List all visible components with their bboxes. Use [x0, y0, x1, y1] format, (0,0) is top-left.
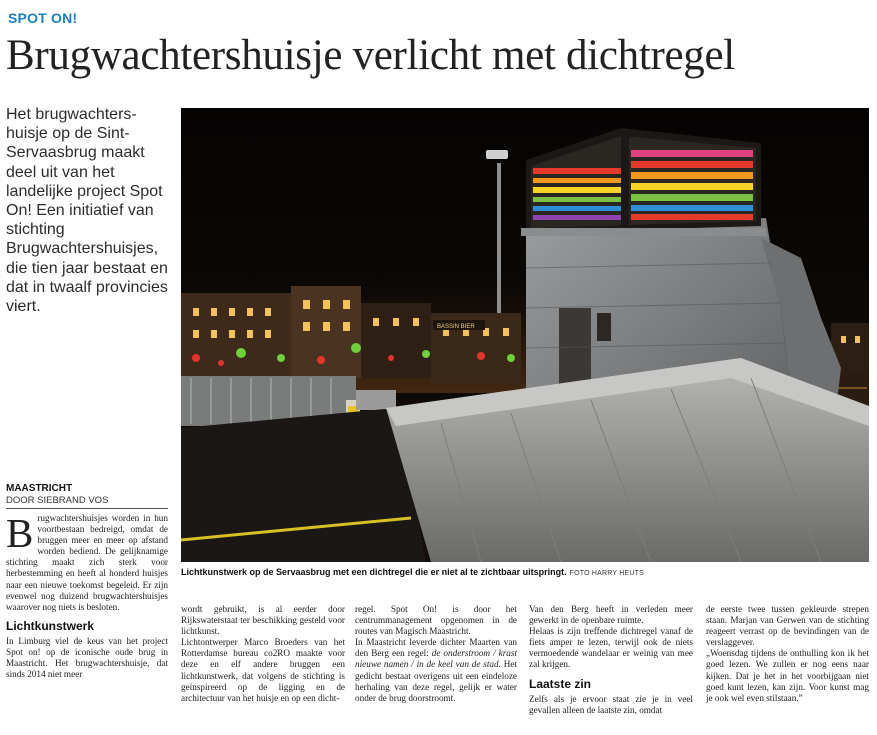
- body-column-3: [355, 604, 517, 704]
- body-paragraph: Zelfs als je ervoor staat zie je in veel gevallen alleen de laatste zin, omdat: [529, 693, 693, 715]
- body-paragraph: „Woensdag tijdens de onthulling kon ik het goed lezen. We zullen er nog eens naar kijken. Dat je het in het voorbijgaan niet goed kunt lezen, kan zijn. Voor kunst mag je ook wel even stilstaan.”: [706, 648, 869, 703]
- subheading-lichtkunstwerk: Lichtkunstwerk: [6, 618, 95, 633]
- headline: Brugwachtershuisje verlicht met dichtregel: [6, 32, 735, 79]
- body-column-5: [706, 604, 869, 704]
- body-paragraph: regel. Spot On! is door het centrummanagement opgenomen in de routes van Magisch Maastricht.: [355, 604, 517, 637]
- subheading-laatste-zin: Laatste zin: [529, 676, 592, 691]
- body-paragraph: Lichtontwerper Marco Broeders van het Rotterdamse bureau co2RO maakte voor deze en elf andere bruggen een lichtkunstwerk, dat volgens de stichting is geïnspireerd op de ligging en de architectuur van het huisje en op een dicht-: [181, 637, 345, 703]
- photo-credit: FOTO HARRY HEUTS: [569, 570, 644, 577]
- drop-cap: B: [6, 510, 34, 556]
- dateline: MAASTRICHT: [6, 483, 73, 494]
- poem-line: de onderstroom / krast nieuwe namen / in de keel van de stad.: [355, 648, 518, 670]
- article-photo: [181, 108, 869, 562]
- body-paragraph: rugwachtershuisjes worden in hun voortbestaan bedreigd, omdat de bruggen meer en meer op afstand worden bediend. De gelijknamige stichting maakt zich sterk voor herbestemming en heeft al honderd huisjes naar een nieuwe toekomst begeleid. Er zijn evenwel nog duizend brugwachtershuisjes waarover nog niets is besloten.: [6, 513, 168, 612]
- body-column-2: [181, 604, 345, 704]
- kicker-label: SPOT ON!: [8, 10, 78, 26]
- body-paragraph: In Limburg viel de keus van het project Spot on! op de iconische oude brug in Maastricht. Het brugwachtershuisje, dat sinds 2014 niet meer: [6, 635, 168, 680]
- bassin-bier-sign: BASSIN BIER: [437, 324, 475, 330]
- photo-caption: [181, 566, 871, 580]
- body-column-1: [6, 510, 168, 680]
- intro-paragraph: Het brugwachters-huisje op de Sint-Servaasbrug maakt deel uit van het landelijke project Spot On! Een initiatief van stichting Brugwachtershuisjes, die tien jaar bestaat en dat in twaalf provincies viert.: [6, 106, 168, 316]
- body-paragraph: wordt gebruikt, is al eerder door Rijkswaterstaat ter beschikking gesteld voor lichtkunst.: [181, 604, 345, 637]
- body-paragraph: Het gedicht bestaat overigens uit een eindeloze herhaling van deze regel, gelijk er water onder de brug doorstroomt.: [355, 659, 517, 703]
- caption-text: Lichtkunstwerk op de Servaasbrug met een dichtregel die er niet al te zichtbaar uitspringt.: [181, 567, 567, 577]
- byline-divider: [6, 508, 168, 509]
- byline: DOOR SIEBRAND VOS: [6, 495, 109, 506]
- body-paragraph: In Maastricht leverde dichter Maarten van den Berg een regel:: [355, 637, 517, 659]
- body-paragraph: Van den Berg heeft in verleden meer gewerkt in de openbare ruimte.: [529, 604, 693, 626]
- body-paragraph: de eerste twee tussen gekleurde strepen staan. Marjan van Gerwen van de stichting reageert verrast op de bevindingen van de verslaggever.: [706, 604, 869, 648]
- body-paragraph: Helaas is zijn treffende dichtregel vanaf de fiets amper te lezen, terwijl ook de niets vermoedende wandelaar er weinig van mee zal krijgen.: [529, 626, 693, 670]
- body-column-4: [529, 604, 693, 716]
